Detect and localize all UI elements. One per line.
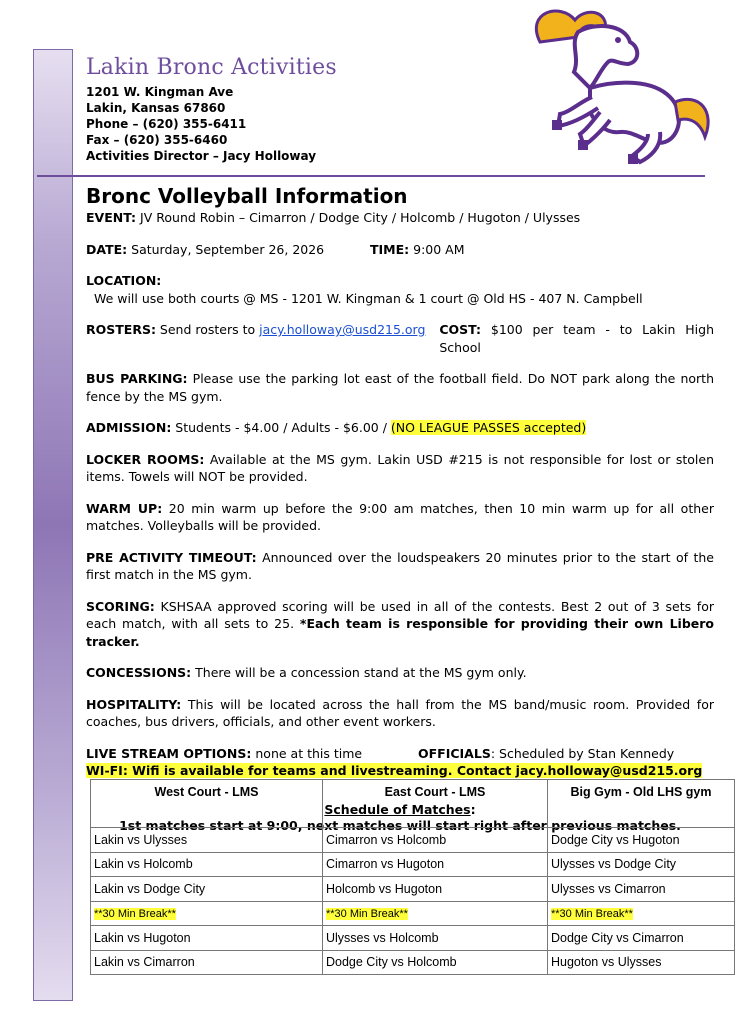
date-label: DATE: — [86, 241, 128, 257]
letterhead — [86, 55, 337, 164]
cost-group — [439, 321, 714, 356]
field-rosters-cost — [86, 321, 714, 356]
table-row — [91, 950, 735, 975]
info-content — [86, 183, 714, 834]
header-divider — [37, 175, 705, 177]
rosters-value: Send rosters to — [155, 322, 260, 337]
org-name: Lakin Bronc Activities — [86, 55, 337, 80]
field-locker-rooms — [86, 451, 714, 486]
column-header: West Court - LMS — [91, 780, 323, 828]
bronco-horse-logo-icon — [500, 2, 726, 172]
event-label: EVENT: — [86, 210, 137, 225]
livestream-value: none at this time — [251, 745, 363, 761]
table-row — [91, 926, 735, 951]
match-cell: Ulysses vs Cimarron — [548, 877, 735, 902]
match-cell: Dodge City vs Cimarron — [548, 926, 735, 951]
field-warm-up — [86, 500, 714, 535]
field-date-time — [86, 241, 714, 259]
bus-parking-value: Please use the parking lot east of the football field. Do NOT park along the north fence by the MS gym. — [86, 371, 715, 404]
break-cell — [323, 901, 548, 926]
field-scoring — [86, 598, 714, 651]
time-value: 9:00 AM — [409, 241, 465, 257]
time-group — [370, 241, 465, 259]
schedule-subtitle: 1st matches start at 9:00, next matches will start right after previous matches. — [119, 817, 681, 833]
break-label: **30 Min Break** — [551, 908, 633, 921]
date-value: Saturday, September 26, 2026 — [127, 241, 325, 257]
admission-label: ADMISSION: — [86, 420, 172, 435]
pre-activity-label: PRE ACTIVITY TIMEOUT: — [86, 549, 257, 565]
livestream-group — [86, 745, 418, 763]
location-value: We will use both courts @ MS - 1201 W. Kingman & 1 court @ Old HS - 407 N. Campbell — [86, 290, 643, 306]
scoring-value: KSHSAA approved scoring will be used in all of the contests. Best 2 out of 3 sets for each match, with all sets to 25. — [86, 598, 714, 631]
rosters-email-link[interactable]: jacy.holloway@usd215.org — [259, 322, 426, 337]
break-label: **30 Min Break** — [94, 908, 176, 921]
match-cell: Ulysses vs Dodge City — [548, 852, 735, 877]
admission-highlight: (NO LEAGUE PASSES accepted) — [390, 420, 587, 435]
rosters-label: ROSTERS: — [86, 322, 156, 337]
concessions-label: CONCESSIONS: — [86, 665, 192, 680]
schedule-title-colon: : — [470, 801, 476, 817]
field-hospitality — [86, 696, 714, 731]
field-pre-activity — [86, 549, 714, 584]
rosters-group — [86, 321, 439, 356]
table-row — [91, 852, 735, 877]
match-cell: Ulysses vs Holcomb — [323, 926, 548, 951]
city: Lakin, Kansas 67860 — [86, 101, 226, 115]
field-admission — [86, 419, 714, 437]
warm-up-value: 20 min warm up before the 9:00 am matches, then 10 min warm up for all other matches. Volleyballs will be provided. — [86, 500, 714, 533]
match-cell: Lakin vs Hugoton — [91, 926, 323, 951]
officials-group — [418, 745, 674, 763]
column-header: Big Gym - Old LHS gym — [548, 780, 735, 828]
match-cell: Hugoton vs Ulysses — [548, 950, 735, 975]
wifi-label: WI-FI: — [86, 763, 128, 778]
match-cell: Lakin vs Cimarron — [91, 950, 323, 975]
match-cell: Dodge City vs Hugoton — [548, 828, 735, 853]
hospitality-label: HOSPITALITY: — [86, 696, 182, 712]
event-value: JV Round Robin – Cimarron / Dodge City / Holcomb / Hugoton / Ulysses — [136, 210, 581, 225]
match-cell: Lakin vs Ulysses — [91, 828, 323, 853]
break-cell — [548, 901, 735, 926]
address: 1201 W. Kingman Ave — [86, 85, 234, 99]
table-row — [91, 877, 735, 902]
field-location — [86, 272, 714, 307]
match-cell: Cimarron vs Holcomb — [323, 828, 548, 853]
fax: Fax – (620) 355-6460 — [86, 133, 228, 147]
locker-rooms-label: LOCKER ROOMS: — [86, 451, 205, 467]
table-row — [91, 901, 735, 926]
field-event — [86, 209, 714, 227]
warm-up-label: WARM UP: — [86, 500, 163, 516]
time-label: TIME: — [370, 241, 410, 257]
cost-value: $100 per team - to Lakin High School — [439, 322, 714, 355]
pre-activity-value: Announced over the loudspeakers 20 minutes prior to the start of the first match in the MS gym. — [86, 549, 714, 582]
concessions-value: There will be a concession stand at the MS gym only. — [191, 665, 527, 680]
bus-parking-label: BUS PARKING: — [86, 371, 188, 386]
field-livestream-officials — [86, 745, 714, 763]
decorative-sidebar — [33, 49, 73, 1001]
break-label: **30 Min Break** — [326, 908, 408, 921]
director: Activities Director – Jacy Holloway — [86, 149, 317, 163]
schedule-title: Schedule of Matches — [324, 801, 471, 817]
wifi-value: Wifi is available for teams and livestreaming. Contact jacy.holloway@usd215.org — [127, 763, 703, 778]
scoring-note: *Each team is responsible for providing their own Libero tracker. — [86, 616, 714, 649]
locker-rooms-value: Available at the MS gym. Lakin USD #215 is not responsible for lost or stolen items. Towels will NOT be provided. — [86, 451, 714, 484]
field-wifi — [86, 762, 714, 780]
page-title: Bronc Volleyball Information — [86, 184, 408, 208]
match-cell: Holcomb vs Hugoton — [323, 877, 548, 902]
cost-label: COST: — [439, 322, 482, 337]
schedule-table — [90, 779, 735, 975]
admission-value: Students - $4.00 / Adults - $6.00 / — [171, 420, 391, 435]
field-concessions — [86, 664, 714, 682]
field-bus-parking — [86, 370, 714, 405]
hospitality-value: This will be located across the hall from the MS band/music room. Provided for coaches, bus drivers, officials, and other event workers. — [86, 696, 714, 729]
date-group — [86, 241, 370, 259]
break-cell — [91, 901, 323, 926]
officials-label: OFFICIALS — [418, 745, 491, 761]
match-cell: Cimarron vs Hugoton — [323, 852, 548, 877]
location-label: LOCATION: — [86, 273, 162, 288]
match-cell: Lakin vs Holcomb — [91, 852, 323, 877]
column-header: East Court - LMS — [323, 780, 548, 828]
match-cell: Dodge City vs Holcomb — [323, 950, 548, 975]
officials-value: : Scheduled by Stan Kennedy — [490, 745, 675, 761]
livestream-label: LIVE STREAM OPTIONS: — [86, 745, 252, 761]
scoring-label: SCORING: — [86, 598, 155, 614]
match-cell: Lakin vs Dodge City — [91, 877, 323, 902]
schedule-header-row — [91, 780, 735, 828]
phone: Phone – (620) 355-6411 — [86, 117, 247, 131]
table-row — [91, 828, 735, 853]
